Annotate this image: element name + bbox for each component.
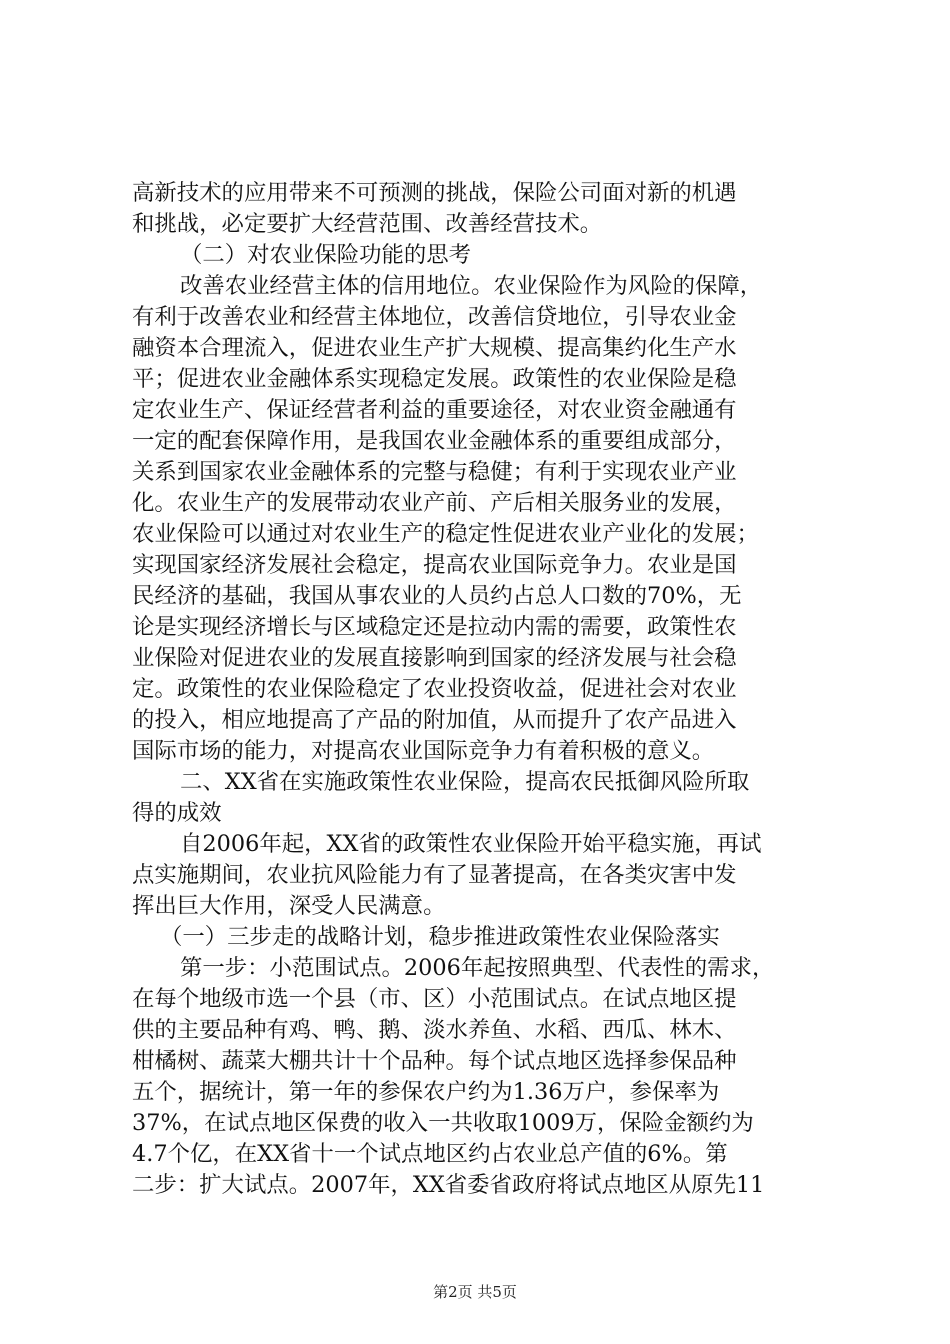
text-line: 第一步：小范围试点。2006年起按照典型、代表性的需求，: [180, 955, 775, 981]
text-line: 点实施期间，农业抗风险能力有了显著提高，在各类灾害中发: [132, 862, 737, 888]
text-line: 实现国家经济发展社会稳定，提高农业国际竞争力。农业是国: [132, 552, 737, 578]
section-heading: 二、XX省在实施政策性农业保险，提高农民抵御风险所取: [180, 769, 750, 795]
text-line: 论是实现经济增长与区域稳定还是拉动内需的需要，政策性农: [132, 614, 737, 640]
text-line: 有利于改善农业和经营主体地位，改善信贷地位，引导农业金: [132, 304, 737, 330]
section-heading-continued: 得的成效: [132, 800, 222, 826]
text-line: 化。农业生产的发展带动农业产前、产后相关服务业的发展，: [132, 490, 737, 516]
text-line: 平；促进农业金融体系实现稳定发展。政策性的农业保险是稳: [132, 366, 737, 392]
text-line: 关系到国家农业金融体系的完整与稳健；有利于实现农业产业: [132, 459, 737, 485]
text-line: 高新技术的应用带来不可预测的挑战，保险公司面对新的机遇: [132, 180, 737, 206]
text-line: 融资本合理流入，促进农业生产扩大规模、提高集约化生产水: [132, 335, 737, 361]
text-line: 农业保险可以通过对农业生产的稳定性促进农业产业化的发展；: [132, 521, 759, 547]
page-number-footer: 第2页 共5页: [433, 1283, 517, 1301]
text-line: 的投入，相应地提高了产品的附加值，从而提升了农产品进入: [132, 707, 737, 733]
text-line: 民经济的基础，我国从事农业的人员约占总人口数的70%，无: [132, 583, 742, 609]
text-line: 定农业生产、保证经营者利益的重要途径，对农业资金融通有: [132, 397, 737, 423]
text-line: 五个，据统计，第一年的参保农户约为1.36万户，参保率为: [132, 1079, 720, 1105]
text-line: 37%，在试点地区保费的收入一共收取1009万，保险金额约为: [132, 1110, 754, 1136]
text-line: 挥出巨大作用，深受人民满意。: [132, 893, 446, 919]
text-line: 二步：扩大试点。2007年，XX省委省政府将试点地区从原先11: [132, 1172, 765, 1198]
section-heading: （二）对农业保险功能的思考: [180, 242, 472, 268]
text-line: 一定的配套保障作用，是我国农业金融体系的重要组成部分，: [132, 428, 737, 454]
text-line: 供的主要品种有鸡、鸭、鹅、淡水养鱼、水稻、西瓜、林木、: [132, 1017, 737, 1043]
section-heading: （一）三步走的战略计划，稳步推进政策性农业保险落实: [160, 924, 720, 950]
text-line: 自2006年起，XX省的政策性农业保险开始平稳实施，再试: [180, 831, 762, 857]
text-line: 柑橘树、蔬菜大棚共计十个品种。每个试点地区选择参保品种: [132, 1048, 737, 1074]
text-line: 定。政策性的农业保险稳定了农业投资收益，促进社会对农业: [132, 676, 737, 702]
text-line: 改善农业经营主体的信用地位。农业保险作为风险的保障，: [180, 273, 763, 299]
text-line: 在每个地级市选一个县（市、区）小范围试点。在试点地区提: [132, 986, 737, 1012]
text-line: 国际市场的能力，对提高农业国际竞争力有着积极的意义。: [132, 738, 715, 764]
text-line: 和挑战，必定要扩大经营范围、改善经营技术。: [132, 211, 603, 237]
text-line: 业保险对促进农业的发展直接影响到国家的经济发展与社会稳: [132, 645, 737, 671]
text-line: 4.7个亿，在XX省十一个试点地区约占农业总产值的6%。第: [132, 1141, 728, 1167]
